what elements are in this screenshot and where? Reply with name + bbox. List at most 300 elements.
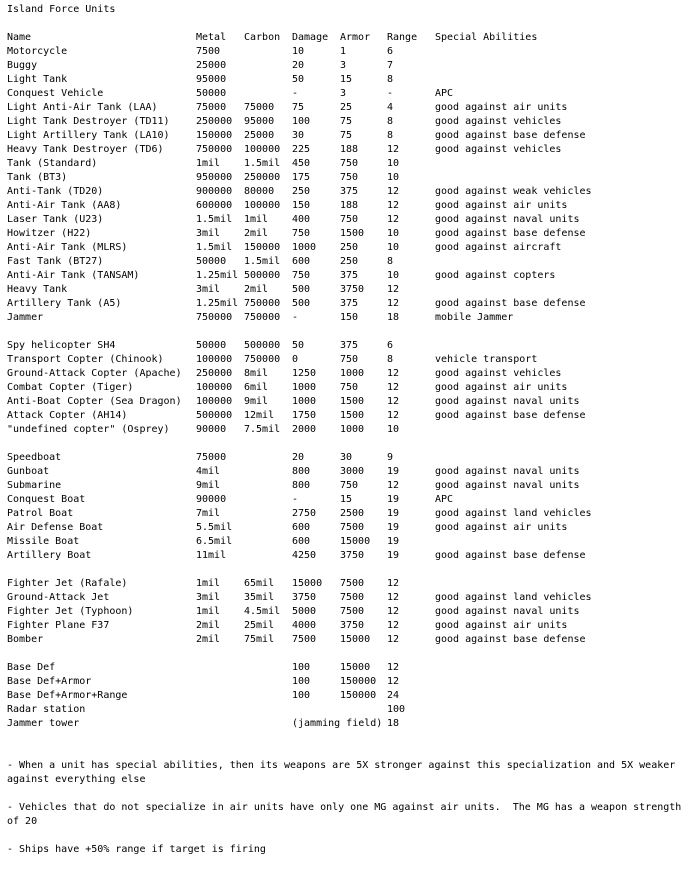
cell-range: 19	[387, 508, 400, 519]
cell-armor: 25	[340, 102, 353, 113]
cell-name: Tank (BT3)	[7, 172, 68, 183]
cell-name: Anti-Air Tank (AA8)	[7, 200, 122, 211]
cell-name: Attack Copter (AH14)	[7, 410, 128, 421]
cell-special: good against vehicles	[435, 144, 562, 155]
cell-name: Fighter Plane F37	[7, 620, 110, 631]
cell-special	[435, 255, 681, 269]
cell-damage: 1250	[292, 368, 317, 379]
cell-damage: -	[292, 312, 299, 323]
cell-carbon	[244, 507, 292, 521]
cell-name: Radar station	[7, 704, 86, 715]
cell-range: 100	[387, 704, 406, 715]
unit-row	[7, 465, 681, 479]
cell-damage: 800	[292, 466, 311, 477]
cell-damage: 5000	[292, 606, 317, 617]
unit-row	[7, 619, 681, 633]
cell-metal	[196, 675, 244, 689]
cell-special	[435, 703, 681, 717]
cell-metal: 5.5mil	[196, 522, 233, 533]
cell-metal: 1.25mil	[196, 270, 239, 281]
unit-row	[7, 115, 681, 129]
cell-name: "undefined copter" (Osprey)	[7, 424, 170, 435]
cell-range: 12	[387, 284, 400, 295]
cell-special: good against land vehicles	[435, 508, 592, 519]
cell-range: 12	[387, 480, 400, 491]
unit-row	[7, 129, 681, 143]
cell-special: good against air units	[435, 102, 568, 113]
cell-metal: 25000	[196, 60, 227, 71]
cell-name: Light Anti-Air Tank (LAA)	[7, 102, 158, 113]
cell-damage: 600	[292, 536, 311, 547]
cell-metal: 90000	[196, 424, 227, 435]
unit-row	[7, 507, 681, 521]
cell-metal: 2mil	[196, 634, 221, 645]
cell-metal: 11mil	[196, 550, 227, 561]
unit-row	[7, 45, 681, 59]
cell-special: good against land vehicles	[435, 592, 592, 603]
cell-name: Fast Tank (BT27)	[7, 256, 104, 267]
cell-range: 12	[387, 410, 400, 421]
cell-armor	[340, 703, 387, 717]
cell-range: 12	[387, 620, 400, 631]
cell-damage: 150	[292, 200, 311, 211]
cell-carbon: 12mil	[244, 410, 275, 421]
cell-name: Ground-Attack Jet	[7, 592, 110, 603]
cell-damage: 2750	[292, 508, 317, 519]
cell-special	[435, 423, 681, 437]
cell-armor: 750	[340, 172, 359, 183]
cell-carbon	[244, 535, 292, 549]
cell-damage: 4250	[292, 550, 317, 561]
unit-row	[7, 339, 681, 353]
cell-metal: 6.5mil	[196, 536, 233, 547]
cell-special	[435, 59, 681, 73]
cell-armor: 250	[340, 256, 359, 267]
unit-row	[7, 577, 681, 591]
cell-armor: 7500	[340, 578, 365, 589]
cell-special	[435, 283, 681, 297]
cell-metal: 3mil	[196, 228, 221, 239]
cell-carbon	[244, 87, 292, 101]
unit-row	[7, 409, 681, 423]
cell-range: 4	[387, 102, 394, 113]
note-line: against everything else	[7, 774, 146, 785]
unit-row	[7, 423, 681, 437]
cell-armor: 150	[340, 312, 359, 323]
cell-carbon: 750000	[244, 298, 281, 309]
cell-name: Howitzer (H22)	[7, 228, 92, 239]
blank-line	[7, 787, 681, 801]
cell-range: 8	[387, 354, 394, 365]
cell-name: Conquest Boat	[7, 494, 86, 505]
note-line: - Vehicles that do not specialize in air units have only one MG against air units. The MG has a weapon strength	[7, 802, 681, 813]
cell-special: good against air units	[435, 200, 568, 211]
cell-name: Light Artillery Tank (LA10)	[7, 130, 170, 141]
cell-name: Anti-Air Tank (TANSAM)	[7, 270, 140, 281]
cell-armor: 1500	[340, 396, 365, 407]
cell-armor: 750	[340, 158, 359, 169]
cell-metal	[196, 689, 244, 703]
cell-range: 12	[387, 592, 400, 603]
cell-metal: 4mil	[196, 466, 221, 477]
cell-carbon: 8mil	[244, 368, 269, 379]
unit-row	[7, 157, 681, 171]
cell-metal: 50000	[196, 340, 227, 351]
cell-carbon	[244, 521, 292, 535]
cell-name: Transport Copter (Chinook)	[7, 354, 164, 365]
cell-carbon	[244, 493, 292, 507]
cell-name: Artillery Tank (A5)	[7, 298, 122, 309]
cell-range: 8	[387, 116, 394, 127]
cell-armor: 750	[340, 382, 359, 393]
cell-armor: 3750	[340, 550, 365, 561]
cell-special	[435, 451, 681, 465]
cell-carbon	[244, 703, 292, 717]
cell-damage: -	[292, 88, 299, 99]
cell-carbon: 750000	[244, 312, 281, 323]
cell-name: Bomber	[7, 634, 44, 645]
cell-range: 12	[387, 578, 400, 589]
cell-damage: 100	[292, 676, 311, 687]
cell-damage: 1000	[292, 382, 317, 393]
cell-special: APC	[435, 494, 454, 505]
note-line: - When a unit has special abilities, then its weapons are 5X stronger against this specialization and 5X weaker	[7, 760, 676, 771]
cell-armor: 3000	[340, 466, 365, 477]
cell-carbon: 2mil	[244, 284, 269, 295]
cell-name: Spy helicopter SH4	[7, 340, 116, 351]
cell-name: Heavy Tank Destroyer (TD6)	[7, 144, 164, 155]
column-header-name: Name	[7, 32, 32, 43]
cell-metal: 75000	[196, 452, 227, 463]
unit-row	[7, 521, 681, 535]
cell-damage: 7500	[292, 634, 317, 645]
cell-damage: 10	[292, 46, 305, 57]
cell-name: Tank (Standard)	[7, 158, 98, 169]
cell-range: -	[387, 88, 394, 99]
cell-damage: 20	[292, 452, 305, 463]
cell-carbon: 25mil	[244, 620, 275, 631]
blank-line	[7, 647, 681, 661]
cell-carbon	[244, 45, 292, 59]
cell-damage: 1000	[292, 242, 317, 253]
note-line: of 20	[7, 816, 38, 827]
unit-row	[7, 605, 681, 619]
cell-armor: 188	[340, 200, 359, 211]
cell-range: 19	[387, 522, 400, 533]
cell-damage	[292, 703, 340, 717]
cell-carbon: 6mil	[244, 382, 269, 393]
cell-carbon: 95000	[244, 116, 275, 127]
cell-metal	[196, 717, 244, 731]
cell-name: Patrol Boat	[7, 508, 74, 519]
unit-row	[7, 675, 681, 689]
cell-range: 12	[387, 144, 400, 155]
cell-damage: 225	[292, 144, 311, 155]
cell-special: good against air units	[435, 382, 568, 393]
blank-line	[7, 17, 681, 31]
cell-special: good against copters	[435, 270, 556, 281]
cell-name: Fighter Jet (Rafale)	[7, 578, 128, 589]
cell-armor: 3750	[340, 620, 365, 631]
cell-range: 10	[387, 228, 400, 239]
cell-special: APC	[435, 88, 454, 99]
cell-metal: 100000	[196, 354, 233, 365]
cell-name: Motorcycle	[7, 46, 68, 57]
cell-damage: 1750	[292, 410, 317, 421]
cell-metal: 7mil	[196, 508, 221, 519]
cell-range: 12	[387, 214, 400, 225]
cell-range: 10	[387, 172, 400, 183]
cell-armor: 750	[340, 480, 359, 491]
cell-carbon: 9mil	[244, 396, 269, 407]
cell-metal: 750000	[196, 144, 233, 155]
cell-carbon: 4.5mil	[244, 606, 281, 617]
cell-armor: 75	[340, 130, 353, 141]
cell-armor: 75	[340, 116, 353, 127]
unit-row	[7, 381, 681, 395]
blank-line	[7, 563, 681, 577]
cell-armor: 15000	[340, 662, 371, 673]
cell-special	[435, 73, 681, 87]
cell-armor: 375	[340, 270, 359, 281]
cell-carbon: 80000	[244, 186, 275, 197]
cell-damage: 50	[292, 74, 305, 85]
cell-special	[435, 577, 681, 591]
cell-name: Buggy	[7, 60, 38, 71]
cell-range: 12	[387, 676, 400, 687]
cell-metal: 2mil	[196, 620, 221, 631]
cell-metal	[196, 703, 244, 717]
cell-range: 12	[387, 186, 400, 197]
cell-special: good against vehicles	[435, 116, 562, 127]
cell-damage: 750	[292, 228, 311, 239]
cell-armor: 750	[340, 354, 359, 365]
cell-damage: 100	[292, 690, 311, 701]
cell-range: 12	[387, 634, 400, 645]
cell-range: 19	[387, 536, 400, 547]
unit-row	[7, 367, 681, 381]
cell-range: 10	[387, 270, 400, 281]
cell-name: Anti-Boat Copter (Sea Dragon)	[7, 396, 182, 407]
cell-name: Missile Boat	[7, 536, 80, 547]
column-header-metal: Metal	[196, 32, 227, 43]
page-title: Island Force Units	[7, 4, 116, 15]
cell-damage: 3750	[292, 592, 317, 603]
cell-metal: 600000	[196, 200, 233, 211]
unit-row	[7, 297, 681, 311]
cell-range: 19	[387, 466, 400, 477]
cell-special: good against naval units	[435, 396, 580, 407]
cell-metal: 1mil	[196, 578, 221, 589]
cell-damage: 20	[292, 60, 305, 71]
cell-carbon	[244, 661, 292, 675]
cell-metal: 250000	[196, 116, 233, 127]
cell-metal: 250000	[196, 368, 233, 379]
cell-carbon: 2mil	[244, 228, 269, 239]
cell-metal: 50000	[196, 88, 227, 99]
cell-damage: 50	[292, 340, 305, 351]
cell-range: 18	[387, 718, 400, 729]
cell-metal: 3mil	[196, 284, 221, 295]
cell-carbon	[244, 675, 292, 689]
cell-metal: 950000	[196, 172, 233, 183]
cell-special	[435, 675, 681, 689]
cell-metal: 1.5mil	[196, 242, 233, 253]
cell-special: mobile Jammer	[435, 312, 514, 323]
cell-metal: 500000	[196, 410, 233, 421]
cell-damage: 250	[292, 186, 311, 197]
cell-name: Base Def+Armor+Range	[7, 690, 128, 701]
cell-damage: 100	[292, 116, 311, 127]
cell-armor: 15	[340, 74, 353, 85]
blank-line	[7, 829, 681, 843]
cell-name: Air Defense Boat	[7, 522, 104, 533]
cell-metal: 1.25mil	[196, 298, 239, 309]
unit-row	[7, 283, 681, 297]
cell-damage: 600	[292, 256, 311, 267]
cell-carbon: 75000	[244, 102, 275, 113]
cell-carbon: 100000	[244, 200, 281, 211]
cell-armor: 7500	[340, 606, 365, 617]
cell-armor: 1000	[340, 424, 365, 435]
cell-metal: 7500	[196, 46, 221, 57]
cell-range: 6	[387, 46, 394, 57]
cell-armor: 375	[340, 298, 359, 309]
cell-carbon: 65mil	[244, 578, 275, 589]
unit-row	[7, 703, 681, 717]
unit-row	[7, 101, 681, 115]
cell-metal: 100000	[196, 382, 233, 393]
cell-range: 19	[387, 550, 400, 561]
cell-carbon: 500000	[244, 340, 281, 351]
cell-armor: 188	[340, 144, 359, 155]
column-header-range: Range	[387, 32, 418, 43]
cell-armor: 15000	[340, 536, 371, 547]
cell-range: 8	[387, 74, 394, 85]
cell-carbon	[244, 549, 292, 563]
cell-name: Gunboat	[7, 466, 50, 477]
cell-carbon: 7.5mil	[244, 424, 281, 435]
cell-carbon: 25000	[244, 130, 275, 141]
cell-metal: 50000	[196, 256, 227, 267]
cell-damage: 15000	[292, 578, 323, 589]
unit-row	[7, 689, 681, 703]
unit-row	[7, 73, 681, 87]
cell-range: 6	[387, 340, 394, 351]
cell-range: 12	[387, 382, 400, 393]
unit-row	[7, 591, 681, 605]
column-header-damage: Damage	[292, 32, 329, 43]
cell-metal: 9mil	[196, 480, 221, 491]
cell-carbon: 35mil	[244, 592, 275, 603]
cell-name: Jammer tower	[7, 718, 80, 729]
cell-name: Submarine	[7, 480, 62, 491]
cell-name: Laser Tank (U23)	[7, 214, 104, 225]
cell-special: good against weak vehicles	[435, 186, 592, 197]
cell-range: 18	[387, 312, 400, 323]
cell-metal: 75000	[196, 102, 227, 113]
cell-special	[435, 45, 681, 59]
blank-line	[7, 437, 681, 451]
cell-armor: 7500	[340, 592, 365, 603]
cell-metal: 90000	[196, 494, 227, 505]
cell-metal: 3mil	[196, 592, 221, 603]
unit-row	[7, 185, 681, 199]
unit-row	[7, 633, 681, 647]
cell-special: good against vehicles	[435, 368, 562, 379]
cell-name: Base Def+Armor	[7, 676, 92, 687]
cell-special: good against aircraft	[435, 242, 562, 253]
cell-damage: 0	[292, 354, 299, 365]
unit-row	[7, 143, 681, 157]
note-line: - Ships have +50% range if target is firing	[7, 844, 266, 855]
cell-range: 9	[387, 452, 394, 463]
cell-damage: 100	[292, 662, 311, 673]
cell-metal: 1mil	[196, 606, 221, 617]
cell-metal: 1.5mil	[196, 214, 233, 225]
cell-armor: 15	[340, 494, 353, 505]
cell-damage: 750	[292, 270, 311, 281]
cell-armor	[340, 717, 387, 731]
cell-carbon	[244, 689, 292, 703]
blank-line	[7, 745, 681, 759]
unit-row	[7, 213, 681, 227]
cell-range: 19	[387, 494, 400, 505]
cell-carbon: 1.5mil	[244, 158, 281, 169]
unit-row	[7, 535, 681, 549]
cell-carbon	[244, 717, 292, 731]
cell-special: good against base defense	[435, 550, 586, 561]
cell-special	[435, 535, 681, 549]
cell-special: good against naval units	[435, 466, 580, 477]
cell-special: good against base defense	[435, 634, 586, 645]
cell-damage: 30	[292, 130, 305, 141]
cell-special	[435, 717, 681, 731]
cell-range: 12	[387, 606, 400, 617]
cell-range: 12	[387, 200, 400, 211]
cell-special: good against base defense	[435, 410, 586, 421]
cell-special	[435, 661, 681, 675]
cell-metal: 750000	[196, 312, 233, 323]
cell-metal: 1mil	[196, 158, 221, 169]
cell-carbon	[244, 59, 292, 73]
cell-armor: 30	[340, 452, 353, 463]
cell-range: 10	[387, 242, 400, 253]
cell-armor: 7500	[340, 522, 365, 533]
cell-range: 8	[387, 256, 394, 267]
blank-line	[7, 731, 681, 745]
cell-carbon: 150000	[244, 242, 281, 253]
blank-line	[7, 325, 681, 339]
table-header	[7, 31, 681, 45]
unit-row	[7, 241, 681, 255]
cell-damage: 75	[292, 102, 305, 113]
cell-armor: 1500	[340, 228, 365, 239]
cell-special: good against base defense	[435, 228, 586, 239]
cell-special: good against base defense	[435, 298, 586, 309]
cell-carbon: 1.5mil	[244, 256, 281, 267]
cell-range: 24	[387, 690, 400, 701]
unit-row	[7, 171, 681, 185]
cell-damage: 400	[292, 214, 311, 225]
cell-name: Light Tank	[7, 74, 68, 85]
unit-row	[7, 493, 681, 507]
cell-damage: 175	[292, 172, 311, 183]
unit-row	[7, 227, 681, 241]
cell-armor: 3750	[340, 284, 365, 295]
cell-name: Artillery Boat	[7, 550, 92, 561]
cell-armor: 375	[340, 186, 359, 197]
